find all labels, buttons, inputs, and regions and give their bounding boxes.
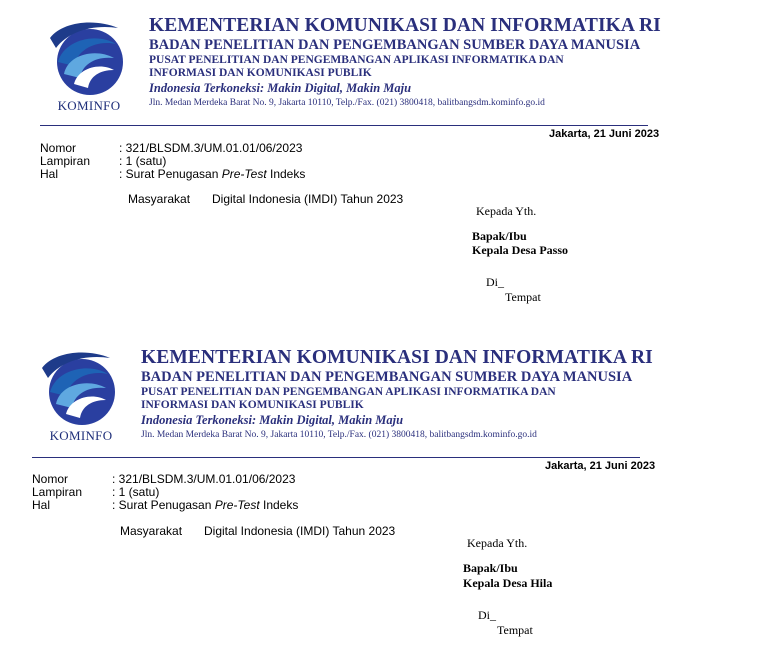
nomor-value: : 321/BLSDM.3/UM.01.01/06/2023: [112, 472, 296, 486]
kominfo-logo: [44, 18, 134, 114]
recipient-name: Kepala Desa Hila: [463, 576, 553, 590]
letter-2: [0, 333, 768, 666]
kominfo-logo-icon: [36, 348, 126, 428]
kominfo-logo-icon: [44, 18, 134, 98]
header-address: Jln. Medan Merdeka Barat No. 9, Jakarta 10110, Telp./Fax. (021) 3800418, balitbangsdm.kominfo.go.id: [149, 98, 545, 108]
recipient-di: Di_: [486, 275, 504, 289]
recipient-di: Di_: [478, 608, 496, 622]
header-tagline: Indonesia Terkoneksi: Makin Digital, Makin Maju: [149, 81, 412, 95]
header-center-line2: INFORMASI DAN KOMUNIKASI PUBLIK: [141, 399, 364, 411]
lampiran-value: : 1 (satu): [112, 485, 160, 499]
header-agency: BADAN PENELITIAN DAN PENGEMBANGAN SUMBER DAYA MANUSIA: [149, 37, 641, 53]
kepada-yth: Kepada Yth.: [476, 204, 537, 218]
header-divider: [40, 125, 648, 126]
letter-date: Jakarta, 21 Juni 2023: [549, 128, 660, 140]
lampiran-label: Lampiran: [32, 485, 83, 499]
header-ministry: KEMENTERIAN KOMUNIKASI DAN INFORMATIKA RI: [141, 347, 653, 368]
hal-value-prefix: : Surat Penugasan: [119, 167, 222, 181]
header-center-line1: PUSAT PENELITIAN DAN PENGEMBANGAN APLIKASI INFORMATIKA DAN: [141, 386, 556, 398]
nomor-label: Nomor: [32, 472, 69, 486]
header-center-line1: PUSAT PENELITIAN DAN PENGEMBANGAN APLIKASI INFORMATIKA DAN: [149, 54, 564, 66]
kominfo-logo: [36, 348, 126, 444]
hal-value: [112, 499, 298, 512]
hal-label: Hal: [40, 167, 59, 181]
recipient-title: Bapak/Ibu: [463, 561, 518, 575]
hal-value-italic: Pre-Test: [221, 167, 267, 181]
letter-meta: [32, 473, 432, 513]
subject-word-masyarakat: Masyarakat: [120, 524, 183, 538]
subject-line-2: [120, 524, 440, 538]
subject-rest: Digital Indonesia (IMDI) Tahun 2023: [212, 192, 404, 206]
header-address: Jln. Medan Merdeka Barat No. 9, Jakarta 10110, Telp./Fax. (021) 3800418, balitbangsdm.kominfo.go.id: [141, 430, 537, 440]
kepada-yth: Kepada Yth.: [467, 536, 528, 550]
nomor-label: Nomor: [40, 141, 77, 155]
subject-line-2: [128, 192, 448, 206]
hal-value-italic: Pre-Test: [214, 498, 260, 512]
hal-value: [119, 168, 305, 181]
logo-wordmark: KOMINFO: [49, 428, 113, 443]
hal-value-prefix: : Surat Penugasan: [112, 498, 215, 512]
header-agency: BADAN PENELITIAN DAN PENGEMBANGAN SUMBER DAYA MANUSIA: [141, 369, 633, 385]
header-tagline: Indonesia Terkoneksi: Makin Digital, Makin Maju: [141, 413, 404, 427]
hal-label: Hal: [32, 498, 51, 512]
header-ministry: KEMENTERIAN KOMUNIKASI DAN INFORMATIKA RI: [149, 15, 661, 36]
hal-value-suffix: Indeks: [266, 167, 306, 181]
lampiran-label: Lampiran: [40, 154, 91, 168]
subject-word-masyarakat: Masyarakat: [128, 192, 191, 206]
recipient-name: Kepala Desa Passo: [472, 243, 568, 257]
logo-wordmark: KOMINFO: [57, 98, 121, 113]
recipient-tempat: Tempat: [505, 290, 541, 304]
lampiran-value: : 1 (satu): [119, 154, 167, 168]
hal-value-suffix: Indeks: [259, 498, 299, 512]
recipient-tempat: Tempat: [497, 623, 533, 637]
subject-rest: Digital Indonesia (IMDI) Tahun 2023: [204, 524, 396, 538]
letter-meta: [40, 142, 440, 182]
header-center-line2: INFORMASI DAN KOMUNIKASI PUBLIK: [149, 67, 372, 79]
header-divider: [32, 457, 640, 458]
nomor-value: : 321/BLSDM.3/UM.01.01/06/2023: [119, 141, 303, 155]
recipient-title: Bapak/Ibu: [472, 229, 527, 243]
letter-date: Jakarta, 21 Juni 2023: [545, 460, 656, 472]
